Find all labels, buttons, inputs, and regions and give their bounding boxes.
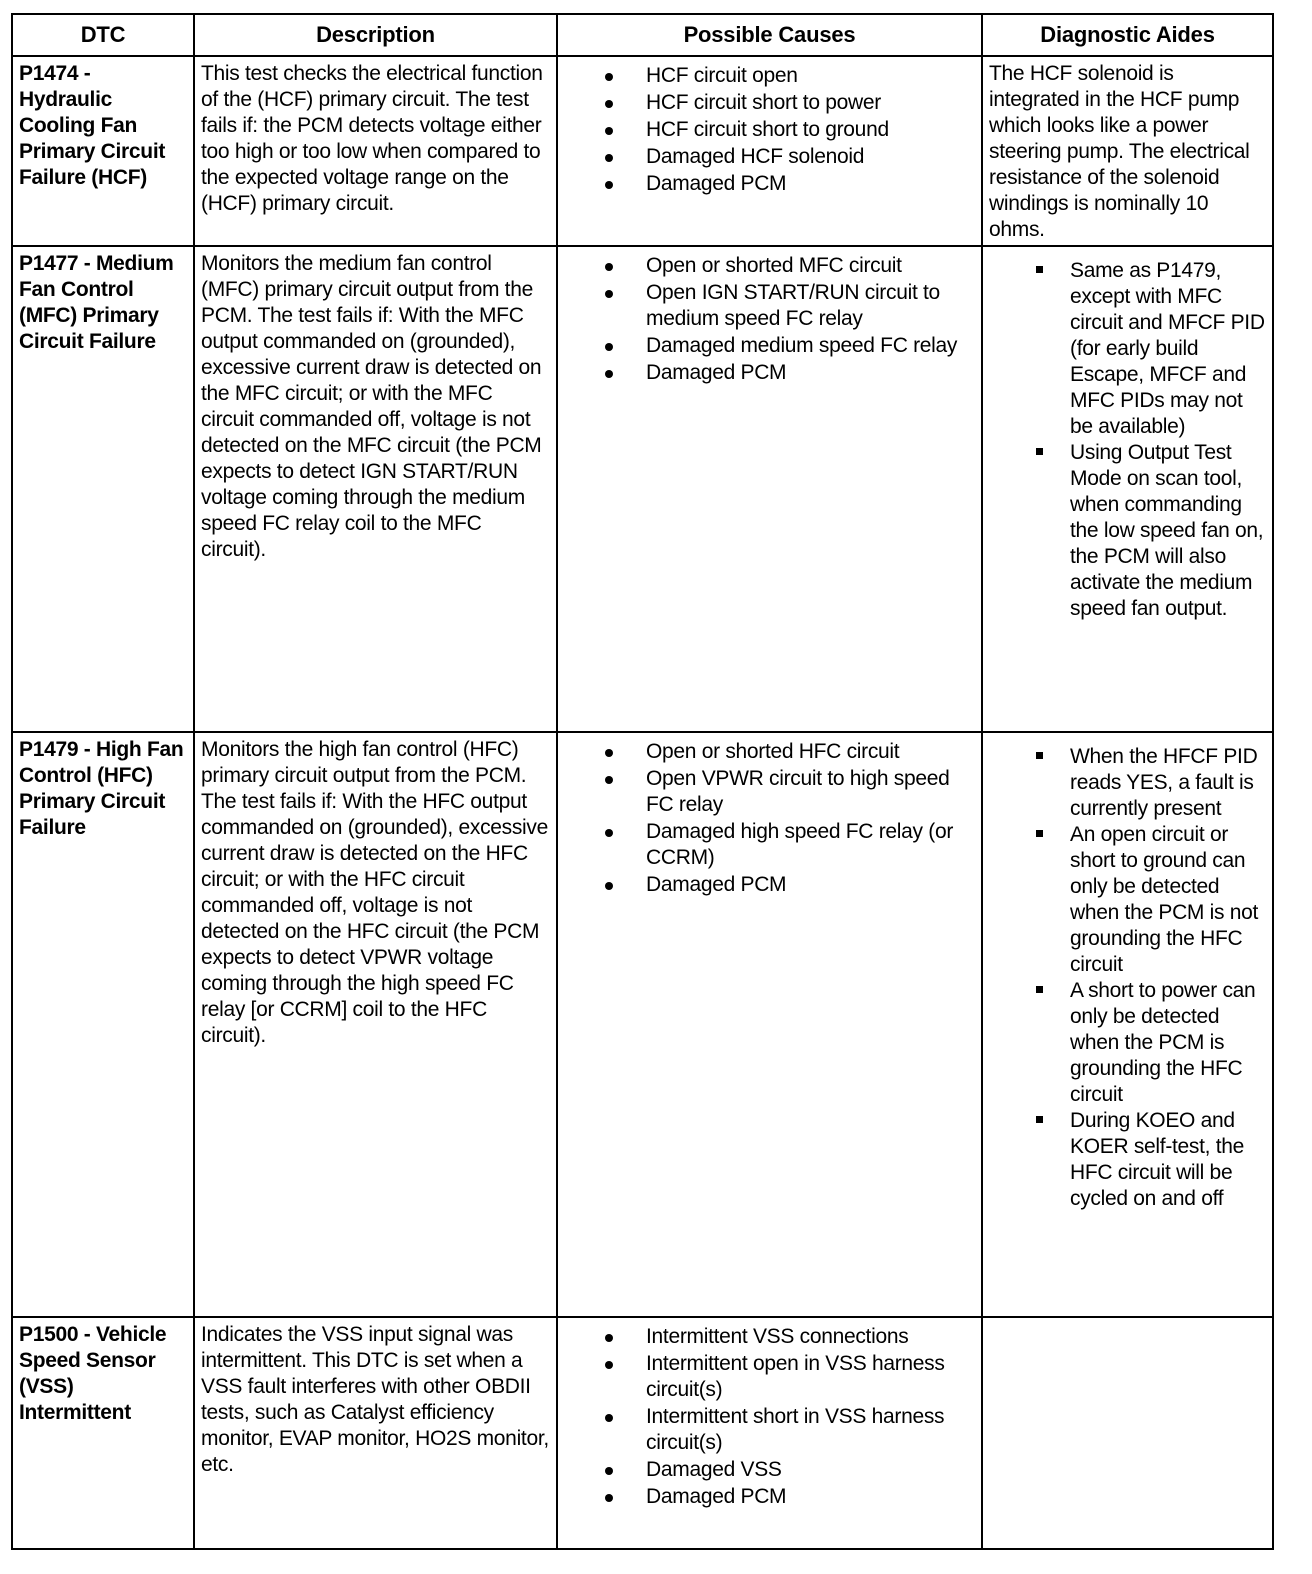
cause-text: Damaged HCF solenoid [646, 145, 865, 168]
aide-item [983, 744, 1272, 822]
causes-list [558, 733, 981, 898]
bullet-icon [605, 181, 613, 189]
cause-item [558, 360, 981, 386]
cause-text: Intermittent short in VSS harness circuit(s) [646, 1405, 945, 1454]
causes-list [558, 247, 981, 386]
bullet-icon [605, 776, 613, 784]
bullet-icon [605, 1414, 613, 1422]
description-cell [194, 1317, 557, 1549]
bullet-icon [605, 882, 613, 890]
header-description: Description [194, 14, 557, 56]
cause-text: Damaged PCM [646, 172, 787, 195]
cause-text: Damaged PCM [646, 361, 787, 384]
cause-item [558, 144, 981, 170]
aides-text [983, 1318, 1272, 1322]
bullet-icon [605, 127, 613, 135]
cause-text: Open or shorted HFC circuit [646, 740, 900, 763]
cause-item [558, 1351, 981, 1403]
dtc-code: P1477 - Medium Fan Control (MFC) Primary Circuit Failure [19, 252, 174, 353]
cause-text: Damaged PCM [646, 873, 787, 896]
square-bullet-icon [1036, 752, 1043, 759]
bullet-icon [605, 73, 613, 81]
aides-list [983, 733, 1272, 1212]
bullet-icon [605, 1361, 613, 1369]
square-bullet-icon [1036, 1116, 1043, 1123]
header-possible-causes: Possible Causes [557, 14, 982, 56]
cause-text: Open IGN START/RUN circuit to medium speed FC relay [646, 281, 940, 330]
aide-item [983, 1108, 1272, 1212]
cause-item [558, 171, 981, 197]
cause-item [558, 1404, 981, 1456]
causes-cell [557, 56, 982, 246]
dtc-cell [12, 1317, 194, 1549]
cause-text: Damaged high speed FC relay (or CCRM) [646, 820, 954, 869]
square-bullet-icon [1036, 448, 1043, 455]
bullet-icon [605, 100, 613, 108]
bullet-icon [605, 263, 613, 271]
causes-list [558, 1318, 981, 1510]
table-row [12, 732, 1273, 1317]
cause-item [558, 1484, 981, 1510]
aide-text: When the HFCF PID reads YES, a fault is currently present [1070, 745, 1258, 820]
bullet-icon [605, 370, 613, 378]
square-bullet-icon [1036, 266, 1043, 273]
cause-text: HCF circuit short to power [646, 91, 881, 114]
cause-item [558, 739, 981, 765]
table-row [12, 1317, 1273, 1549]
bullet-icon [605, 1494, 613, 1502]
cause-item [558, 333, 981, 359]
dtc-table [11, 13, 1274, 1550]
cause-item [558, 253, 981, 279]
bullet-icon [605, 749, 613, 757]
aide-text: An open circuit or short to ground can only be detected when the PCM is not grounding the HFC circuit [1070, 823, 1259, 976]
aides-cell [982, 1317, 1273, 1549]
bullet-icon [605, 829, 613, 837]
aides-list [983, 247, 1272, 622]
bullet-icon [605, 1467, 613, 1475]
aide-item [983, 822, 1272, 978]
description-cell [194, 732, 557, 1317]
header-diagnostic-aides: Diagnostic Aides [982, 14, 1273, 56]
square-bullet-icon [1036, 830, 1043, 837]
cause-item [558, 90, 981, 116]
aide-text: Same as P1479, except with MFC circuit and MFCF PID (for early build Escape, MFCF and MFC PIDs may not be available) [1070, 259, 1265, 438]
aide-item [983, 978, 1272, 1108]
cause-item [558, 766, 981, 818]
cause-item [558, 1457, 981, 1483]
cause-text: Damaged medium speed FC relay [646, 334, 958, 357]
description-text: Monitors the medium fan control (MFC) primary circuit output from the PCM. The test fails if: With the MFC output commanded on (grounded), excessive current draw is detected on the MFC circuit; or with the MFC circuit commanded off, voltage is not detected on the MFC circuit (the PCM expects to detect IGN START/RUN voltage coming through the medium speed FC relay coil to the MFC circuit). [201, 252, 542, 561]
aides-cell [982, 56, 1273, 246]
cause-text: HCF circuit open [646, 64, 798, 87]
header-row [12, 14, 1273, 56]
dtc-cell [12, 56, 194, 246]
cause-item [558, 63, 981, 89]
description-text: This test checks the electrical function of the (HCF) primary circuit. The test fails if: the PCM detects voltage either too high or too low when compared to the expected voltage range on the (HCF) primary circuit. [201, 62, 543, 215]
causes-list [558, 57, 981, 197]
header-dtc: DTC [12, 14, 194, 56]
cause-text: HCF circuit short to ground [646, 118, 889, 141]
aides-cell [982, 246, 1273, 732]
causes-cell [557, 732, 982, 1317]
dtc-cell [12, 246, 194, 732]
square-bullet-icon [1036, 986, 1043, 993]
cause-text: Intermittent open in VSS harness circuit(s) [646, 1352, 945, 1401]
description-cell [194, 246, 557, 732]
causes-cell [557, 246, 982, 732]
aide-item [983, 258, 1272, 440]
description-cell [194, 56, 557, 246]
dtc-code: P1479 - High Fan Control (HFC) Primary Circuit Failure [19, 738, 184, 839]
aides-cell [982, 732, 1273, 1317]
cause-item [558, 280, 981, 332]
table-row [12, 246, 1273, 732]
dtc-code: P1500 - Vehicle Speed Sensor (VSS) Intermittent [19, 1323, 167, 1424]
description-text: Monitors the high fan control (HFC) primary circuit output from the PCM. The test fails if: With the HFC output commanded on (grounded), excessive current draw is detected on the HFC circuit; or with the HFC circuit commanded off, voltage is not detected on the HFC circuit (the PCM expects to detect VPWR voltage coming through the high speed FC relay [or CCRM] coil to the HFC circuit). [201, 738, 548, 1047]
cause-item [558, 117, 981, 143]
aide-text: A short to power can only be detected when the PCM is grounding the HFC circuit [1070, 979, 1256, 1106]
cause-text: Open VPWR circuit to high speed FC relay [646, 767, 950, 816]
aide-item [983, 440, 1272, 622]
causes-cell [557, 1317, 982, 1549]
aide-text: During KOEO and KOER self-test, the HFC circuit will be cycled on and off [1070, 1109, 1245, 1210]
cause-item [558, 819, 981, 871]
cause-text: Intermittent VSS connections [646, 1325, 909, 1348]
table-row [12, 56, 1273, 246]
bullet-icon [605, 343, 613, 351]
cause-item [558, 1324, 981, 1350]
dtc-code: P1474 - Hydraulic Cooling Fan Primary Circuit Failure (HCF) [19, 62, 166, 189]
cause-text: Damaged PCM [646, 1485, 787, 1508]
bullet-icon [605, 1334, 613, 1342]
cause-item [558, 872, 981, 898]
aide-text: Using Output Test Mode on scan tool, when commanding the low speed fan on, the PCM will also activate the medium speed fan output. [1070, 441, 1264, 620]
bullet-icon [605, 290, 613, 298]
cause-text: Damaged VSS [646, 1458, 782, 1481]
aides-text: The HCF solenoid is integrated in the HCF pump which looks like a power steering pump. The electrical resistance of the solenoid windings is nominally 10 ohms. [989, 62, 1250, 241]
description-text: Indicates the VSS input signal was intermittent. This DTC is set when a VSS fault interferes with other OBDII tests, such as Catalyst efficiency monitor, EVAP monitor, HO2S monitor, etc. [201, 1323, 549, 1476]
bullet-icon [605, 154, 613, 162]
cause-text: Open or shorted MFC circuit [646, 254, 902, 277]
dtc-cell [12, 732, 194, 1317]
